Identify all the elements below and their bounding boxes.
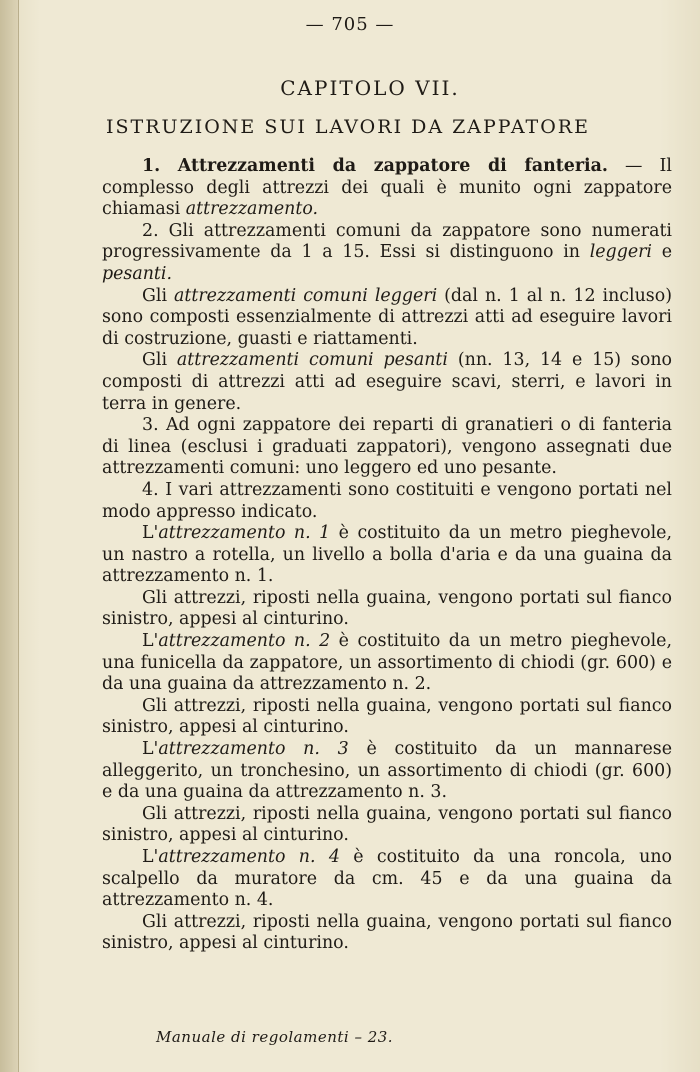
paragraph-text: L': [142, 523, 159, 544]
paragraph-text: Gli: [142, 285, 175, 306]
page-number: — 705 —: [305, 14, 395, 35]
page-binding-edge: [0, 0, 19, 1072]
paragraph-10: Gli attrezzi, riposti nella guaina, vengono portati sul fianco sinistro, appesi al cinturino.: [102, 695, 672, 738]
paragraph-text: è costituito da un metro pieghevole, una funicella da zappatore, un assortimento di chiodi (gr. 600) e da una guaina da attrezzamento n. 2.: [102, 631, 672, 695]
paragraph-2: [102, 221, 672, 286]
paragraph-4: [102, 350, 672, 415]
italic-text: leggeri: [589, 242, 652, 263]
paragraph-text: è costituito da un metro pieghevole, un nastro a rotella, un livello a bolla d'aria e da una guaina da attrezzamento n. 1.: [102, 523, 672, 587]
section-title: ISTRUZIONE SUI LAVORI DA ZAPPATORE: [106, 116, 590, 138]
paragraph-13: [102, 847, 672, 912]
italic-text: attrezzamento n. 4: [158, 847, 340, 867]
paragraph-text: L': [142, 631, 159, 652]
paragraph-text: è costituito da un mannarese alleggerito, un tronchesino, un assortimento di chiodi (gr. 600) e da una guaina da attrezzamento n. 3.: [102, 739, 672, 803]
paragraph-text: e: [652, 242, 673, 263]
paragraph-6: 4. I vari attrezzamenti sono costituiti e vengono portati nel modo appresso indicato.: [102, 479, 672, 522]
paragraph-14: Gli attrezzi, riposti nella guaina, vengono portati sul fianco sinistro, appesi al cinturino.: [102, 911, 672, 954]
paragraph-text: L': [142, 847, 159, 867]
chapter-title: CAPITOLO VII.: [280, 76, 460, 100]
italic-text: attrezzamento.: [185, 199, 319, 220]
page-footer: Manuale di regolamenti – 23.: [156, 1028, 394, 1046]
paragraph-text: Gli: [142, 350, 177, 371]
paragraph-5: 3. Ad ogni zappatore dei reparti di granatieri o di fanteria di linea (esclusi i graduati zappatori), vengono assegnati due attrezzamenti comuni: uno leggero ed uno pesante.: [102, 415, 672, 479]
paragraph-1: [102, 156, 672, 221]
italic-text: attrezzamenti comuni leggeri: [174, 285, 438, 306]
paragraph-9: [102, 631, 672, 696]
paragraph-text: (nn. 13, 14 e 15) sono composti di attrezzi atti ad eseguire scavi, sterri, e lavori in terra in genere.: [102, 350, 672, 414]
italic-text: attrezzamento n. 3: [158, 739, 349, 760]
paragraph-heading: 1. Attrezzamenti da zappatore di fanteria.: [142, 156, 608, 176]
paragraph-12: Gli attrezzi, riposti nella guaina, vengono portati sul fianco sinistro, appesi al cinturino.: [102, 803, 672, 846]
paragraph-text: (dal n. 1 al n. 12 incluso) sono composti essenzialmente di attrezzi atti ad eseguire lavori di costruzione, guasti e riattamenti.: [102, 285, 672, 349]
italic-text: pesanti.: [102, 263, 172, 284]
paragraph-text: è costituito da una roncola, uno scalpello da muratore da cm. 45 e da una guaina da attrezzamento n. 4.: [102, 847, 672, 911]
paragraph-3: [102, 286, 672, 351]
page-body: [102, 156, 672, 955]
paragraph-text: 2. Gli attrezzamenti comuni da zappatore sono numerati progressivamente da 1 a 15. Essi si distinguono in: [102, 220, 672, 263]
italic-text: attrezzamento n. 2: [158, 631, 331, 652]
paragraph-text: L': [142, 739, 159, 760]
italic-text: attrezzamento n. 1: [158, 523, 331, 544]
paragraph-7: [102, 523, 672, 588]
paragraph-11: [102, 739, 672, 804]
paragraph-8: Gli attrezzi, riposti nella guaina, vengono portati sul fianco sinistro, appesi al cinturino.: [102, 587, 672, 630]
italic-text: attrezzamenti comuni pesanti: [176, 350, 448, 371]
paragraph-text: — Il complesso degli attrezzi dei quali è munito ogni zappatore chiamasi: [102, 156, 672, 220]
